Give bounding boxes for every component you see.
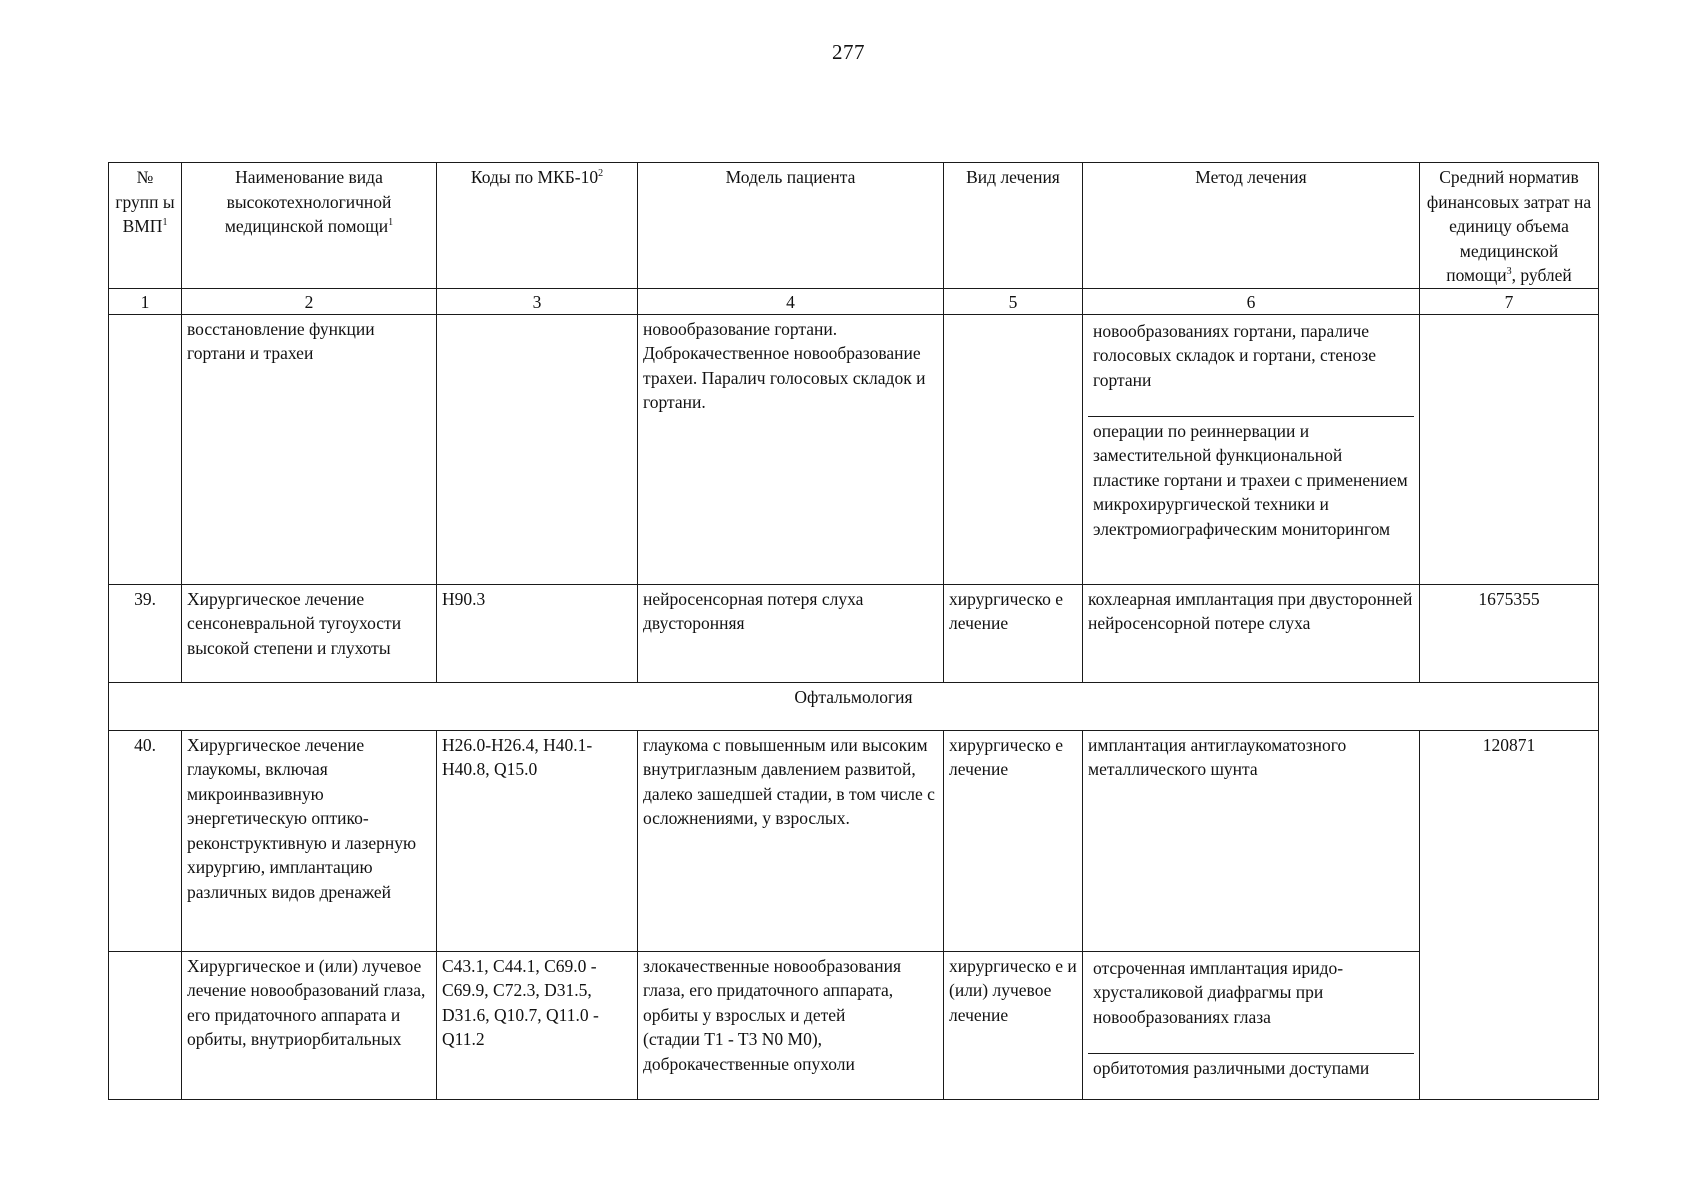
cell-patient-model — [638, 951, 944, 1099]
column-number: 7 — [1420, 288, 1599, 314]
header-care-type: Наименование вида высокотехнологичной медицинской помощи$^1$ — [182, 163, 437, 289]
cell-treatment-type: хирургическо е лечение — [944, 584, 1083, 682]
column-number-row — [109, 288, 1599, 314]
cell-treatment-type: хирургическо е лечение — [944, 730, 1083, 951]
cell-icd-codes — [437, 314, 638, 584]
method-part: операции по реиннервации и заместительной функциональной пластике гортани и трахеи с применением микрохирургической техники и электромиографическим мониторингом — [1088, 416, 1414, 542]
method-part: новообразованиях гортани, параличе голосовых складок и гортани, стенозе гортани — [1093, 320, 1376, 390]
column-number: 2 — [182, 288, 437, 314]
method-part: орбитотомия различными доступами — [1088, 1053, 1414, 1081]
vmp-table — [108, 162, 1599, 1100]
cell-patient-model: нейросенсорная потеря слуха двусторонняя — [638, 584, 944, 682]
header-icd-codes: Коды по МКБ-$10^2$ — [437, 163, 638, 289]
cell-treatment-method — [1083, 951, 1420, 1099]
header-patient-model: Модель пациента — [638, 163, 944, 289]
table-row-continuation — [109, 314, 1599, 584]
cell-cost — [1420, 314, 1599, 584]
column-number: 4 — [638, 288, 944, 314]
cell-group-number: 39. — [109, 584, 182, 682]
cell-care-type: Хирургическое лечение сенсоневральной тугоухости высокой степени и глухоты — [182, 584, 437, 682]
column-number: 1 — [109, 288, 182, 314]
section-title: Офтальмология — [109, 682, 1599, 730]
cell-treatment-method: имплантация антиглаукоматозного металлического шунта — [1083, 730, 1420, 951]
cell-treatment-method — [1083, 314, 1420, 584]
cell-icd-codes: H90.3 — [437, 584, 638, 682]
cell-group-number — [109, 314, 182, 584]
header-group-number: № групп ы ВМП$^1$ — [109, 163, 182, 289]
cell-patient-model: новообразование гортани. Доброкачественное новообразование трахеи. Паралич голосовых складок и гортани. — [638, 314, 944, 584]
table-row-40 — [109, 730, 1599, 951]
table-row-40-continued — [109, 951, 1599, 1099]
cell-group-number — [109, 951, 182, 1099]
cell-cost: 120871 — [1420, 730, 1599, 1099]
column-number: 3 — [437, 288, 638, 314]
header-treatment-method: Метод лечения — [1083, 163, 1420, 289]
header-cost-norm: Средний норматив финансовых затрат на единицу объема медицинской помощи$^3$, рублей — [1420, 163, 1599, 289]
page-number: 277 — [832, 40, 865, 64]
cell-treatment-method: кохлеарная имплантация при двусторонней нейросенсорной потере слуха — [1083, 584, 1420, 682]
cell-care-type: Хирургическое и (или) лучевое лечение новообразований глаза, его придаточного аппарата и орбиты, внутриорбитальных — [182, 951, 437, 1099]
model-text: злокачественные новообразования глаза, его придаточного аппарата, орбиты у взрослых и детей — [643, 955, 901, 1025]
cell-icd-codes: H26.0-H26.4, H40.1- H40.8, Q15.0 — [437, 730, 638, 951]
cell-patient-model: глаукома с повышенным или высоким внутриглазным давлением развитой, далеко зашедшей стадии, в том числе с осложнениями, у взрослых. — [638, 730, 944, 951]
method-part: отсроченная имплантация иридо-хрусталиковой диафрагмы при новообразованиях глаза — [1093, 957, 1344, 1027]
table-row-39 — [109, 584, 1599, 682]
cell-care-type: восстановление функции гортани и трахеи — [182, 314, 437, 584]
section-row — [109, 682, 1599, 730]
column-number: 6 — [1083, 288, 1420, 314]
cell-treatment-type: хирургическо е и (или) лучевое лечение — [944, 951, 1083, 1099]
header-treatment-type: Вид лечения — [944, 163, 1083, 289]
cell-icd-codes: C43.1, C44.1, C69.0 - C69.9, C72.3, D31.5, D31.6, Q10.7, Q11.0 - Q11.2 — [437, 951, 638, 1099]
cell-treatment-type — [944, 314, 1083, 584]
header-row — [109, 163, 1599, 289]
model-text: (стадии T1 - T3 N0 M0), доброкачественные опухоли — [643, 1029, 855, 1074]
column-number: 5 — [944, 288, 1083, 314]
cell-cost: 1675355 — [1420, 584, 1599, 682]
cell-group-number: 40. — [109, 730, 182, 951]
cell-care-type: Хирургическое лечение глаукомы, включая микроинвазивную энергетическую оптико-реконструктивную и лазерную хирургию, имплантацию различных видов дренажей — [182, 730, 437, 951]
